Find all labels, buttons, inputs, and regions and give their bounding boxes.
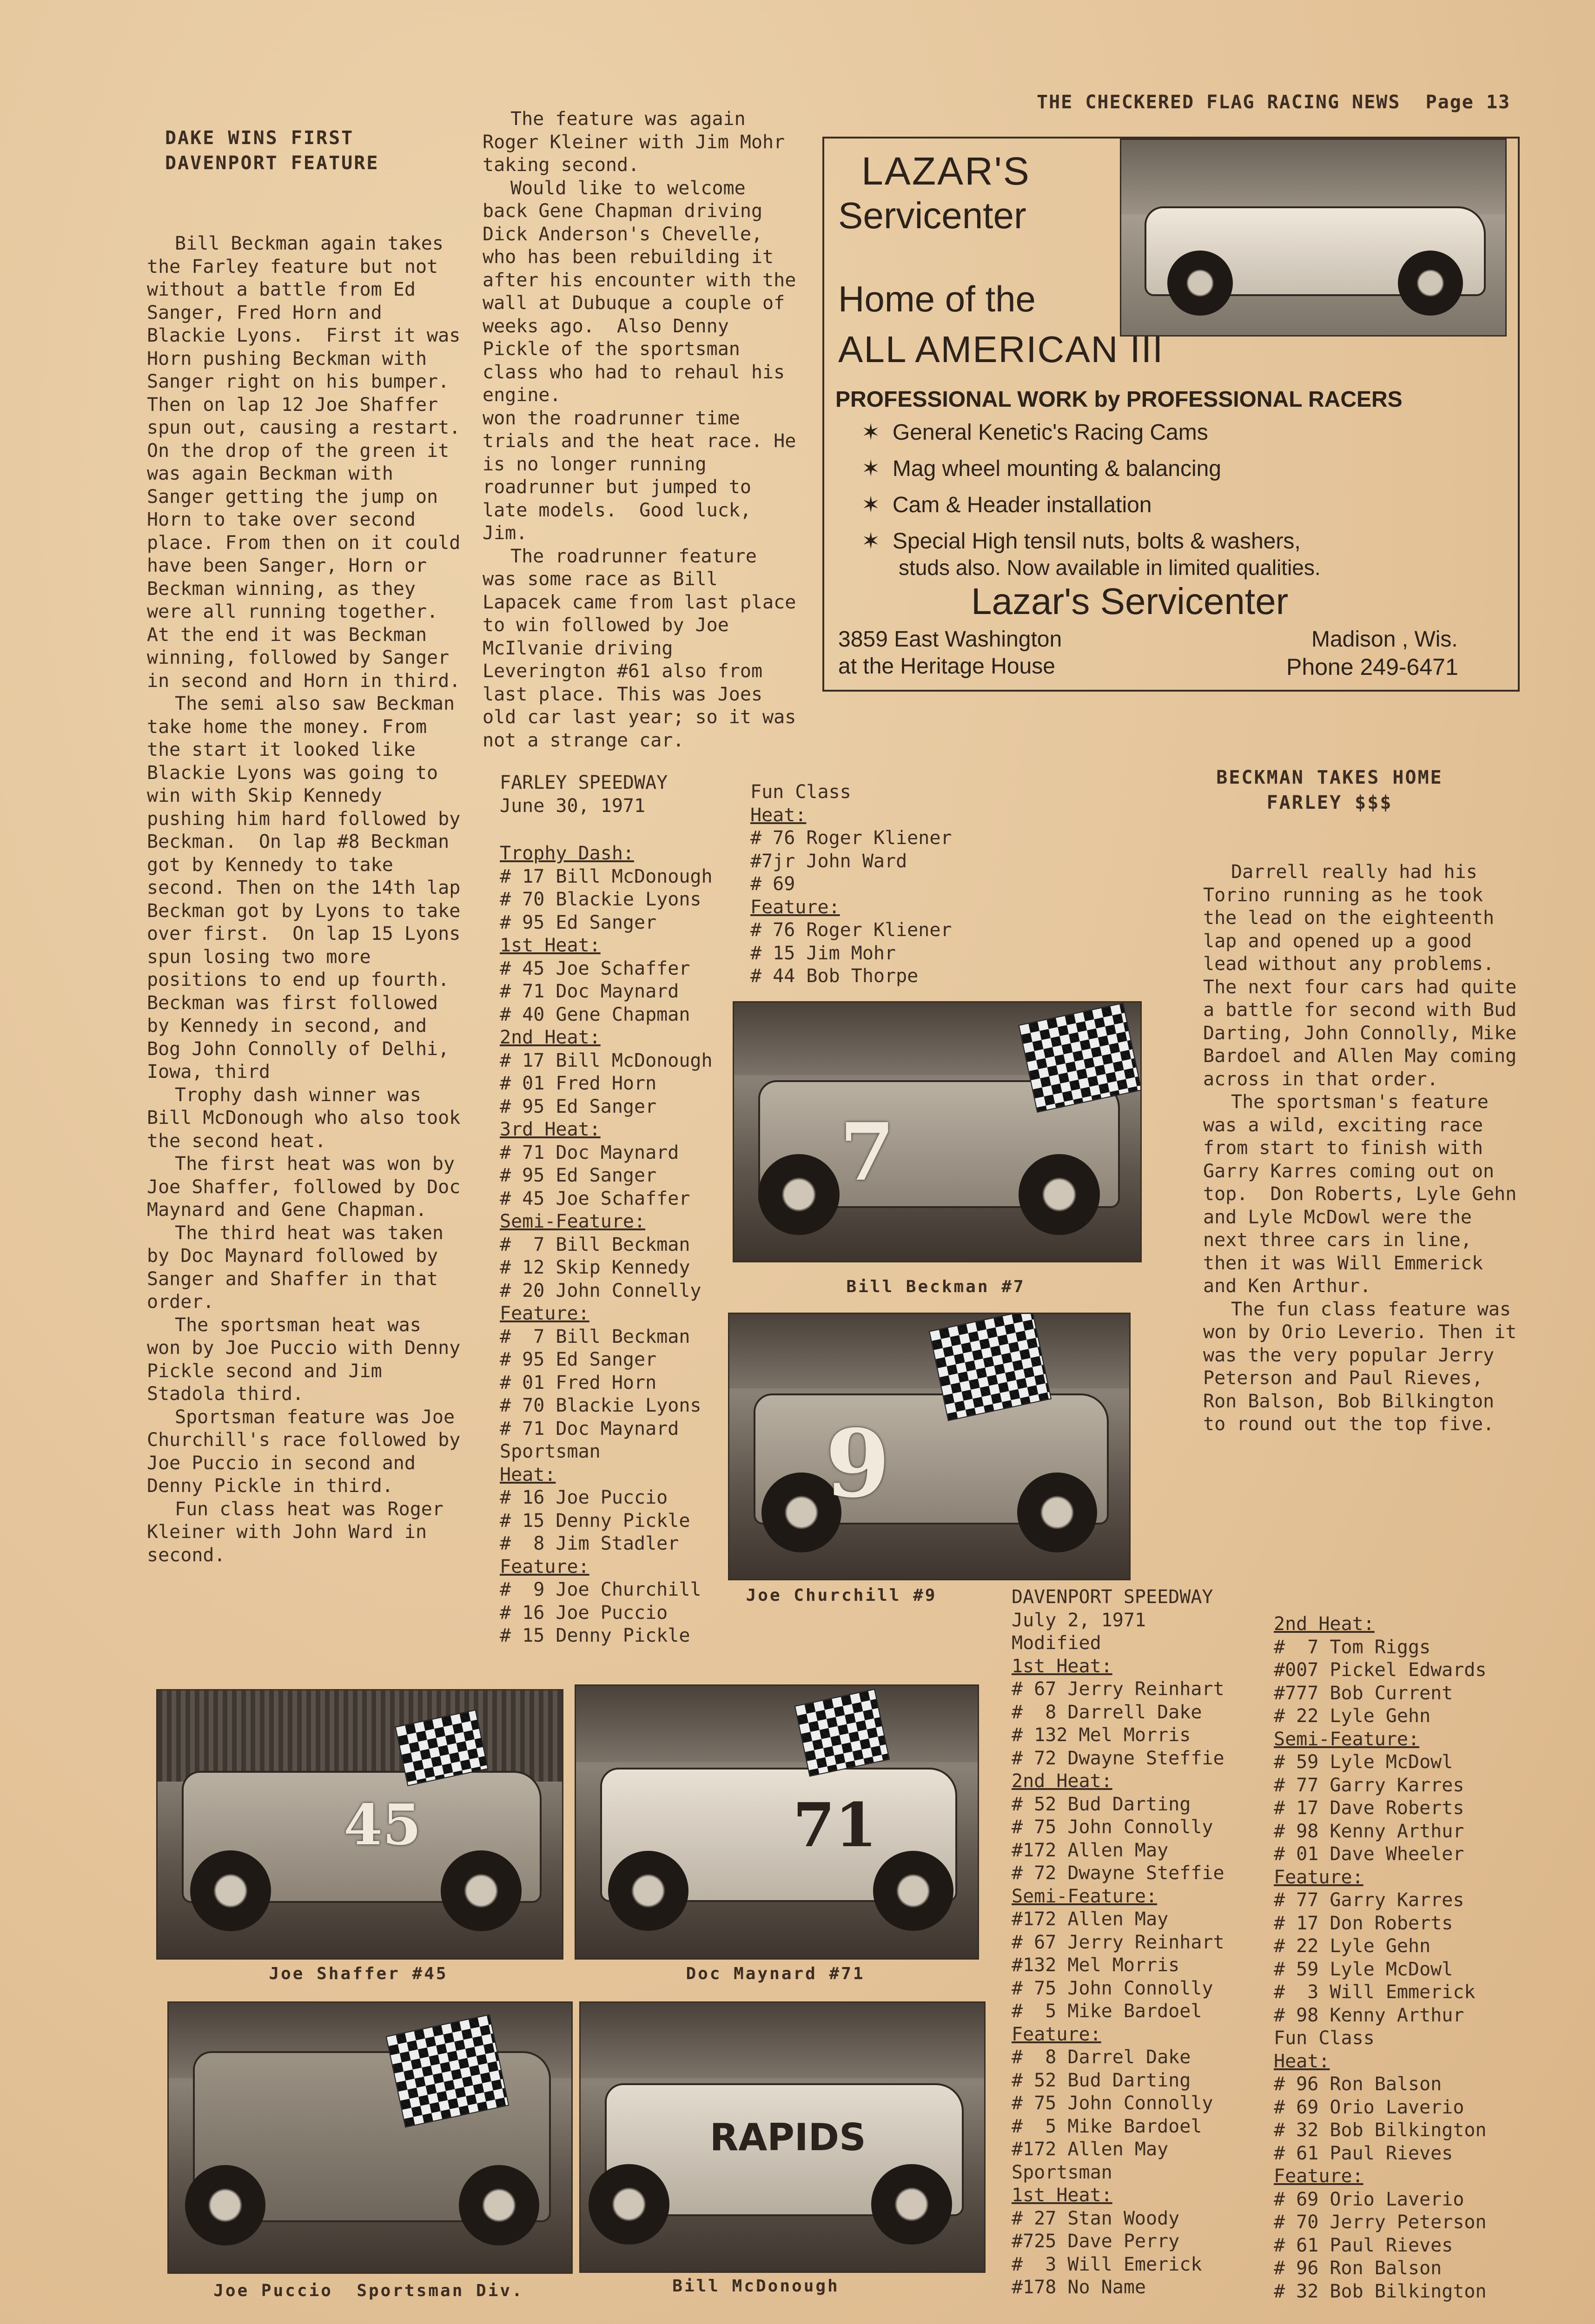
article-paragraph: Would like to welcome back Gene Chapman driving Dick Anderson's Chevelle, who has been rebuilding it after his encounter with the wall at Dubuque a couple of weeks ago. Also Denny Pickle of the sportsman class who had to rehaul his engine. bbox=[483, 177, 807, 406]
results-line: Sportsman bbox=[1012, 2161, 1112, 2183]
lazars-advertisement bbox=[822, 137, 1520, 692]
article-paragraph: Trophy dash winner was Bill McDonough who also took the second heat. bbox=[147, 1084, 472, 1152]
article1-column1 bbox=[147, 232, 483, 1567]
results-line: # 71 Doc Maynard bbox=[500, 1418, 679, 1439]
results-line: # 76 Roger Kliener bbox=[750, 827, 952, 849]
results-line: # 77 Garry Karres bbox=[1274, 1889, 1464, 1911]
caption-maynard: Doc Maynard #71 bbox=[686, 1964, 865, 1983]
results-line: # 75 John Connolly bbox=[1012, 2093, 1213, 2114]
results-heading: 1st Heat: bbox=[500, 935, 601, 956]
article-paragraph: won the roadrunner time trials and the heat race. He is no longer running roadrunner but jumped to late models. Good luck, Jim. bbox=[483, 407, 807, 544]
results-line: #007 Pickel Edwards bbox=[1274, 1659, 1487, 1681]
results-line: # 15 Jim Mohr bbox=[750, 942, 896, 964]
results-line: # 59 Lyle McDowl bbox=[1274, 1958, 1453, 1980]
photo-joe-churchill: 9 bbox=[728, 1313, 1131, 1580]
farley-results bbox=[500, 842, 713, 1648]
davenport-results bbox=[1012, 1586, 1224, 2299]
photo-bill-mcdonough: RAPIDS bbox=[579, 2001, 986, 2273]
results-line: # 17 Don Roberts bbox=[1274, 1912, 1453, 1934]
results-line: # 32 Bob Bilkington bbox=[1274, 2280, 1487, 2302]
results-line: #178 No Name bbox=[1012, 2277, 1146, 2298]
ad-address2: at the Heritage House bbox=[838, 654, 1055, 679]
results-line: # 98 Kenny Arthur bbox=[1274, 2004, 1464, 2026]
funclass-results bbox=[750, 781, 952, 988]
results-line: #172 Allen May bbox=[1012, 2139, 1169, 2160]
article-paragraph: Fun class heat was Roger Kleiner with John Ward in second. bbox=[147, 1498, 455, 1566]
results-line: # 67 Jerry Reinhart bbox=[1012, 1678, 1224, 1700]
ad-phone: Phone 249-6471 bbox=[1286, 654, 1458, 680]
article-paragraph: The semi also saw Beckman take home the money. From the start it looked like Blackie Lyons was going to win with Skip Kennedy pushing him hard followed by Beckman. On lap #8 Beckman got by Kennedy to take second. Then on the 14th lap Beckman got by Lyons to take over first. On lap 15 Lyons spun losing two more positions to end up fourth. Beckman was first followed by Kennedy in second, and Bog John Connolly of Delhi, Iowa, third bbox=[147, 693, 472, 1083]
results-line: # 01 Dave Wheeler bbox=[1274, 1843, 1464, 1865]
results-line: # 7 Bill Beckman bbox=[500, 1326, 690, 1347]
results-heading: 2nd Heat: bbox=[500, 1027, 601, 1048]
results-line: # 96 Ron Balson bbox=[1274, 2073, 1442, 2095]
results-line: # 61 Paul Rieves bbox=[1274, 2234, 1453, 2256]
article-paragraph: The first heat was won by Joe Shaffer, followed by Doc Maynard and Gene Chapman. bbox=[147, 1153, 472, 1221]
results-line: # 59 Lyle McDowl bbox=[1274, 1751, 1453, 1773]
results-heading: 3rd Heat: bbox=[500, 1119, 601, 1140]
results-heading: Feature: bbox=[1274, 1866, 1363, 1888]
results-line: # 3 Will Emmerick bbox=[1274, 1981, 1476, 2003]
results-line: # 72 Dwayne Steffie bbox=[1012, 1747, 1224, 1769]
results-line: # 71 Doc Maynard bbox=[500, 1142, 679, 1163]
caption-puccio: Joe Puccio Sportsman Div. bbox=[213, 2281, 524, 2300]
results-heading: Feature: bbox=[1012, 2023, 1101, 2045]
results-line: # 52 Bud Darting bbox=[1012, 1793, 1191, 1815]
results-line: #132 Mel Morris bbox=[1012, 1954, 1180, 1976]
results-heading: Trophy Dash: bbox=[500, 843, 634, 864]
results-heading: Feature: bbox=[500, 1303, 589, 1324]
results-line: # 75 John Connolly bbox=[1012, 1816, 1213, 1838]
results-line: #172 Allen May bbox=[1012, 1908, 1169, 1930]
results-line: # 22 Lyle Gehn bbox=[1274, 1935, 1431, 1957]
article-paragraph: The fun class feature was won by Orio Leverio. Then it was the very popular Jerry Peterson and Paul Rieves, Ron Balson, Bob Bilkington to round out the top five. bbox=[1203, 1298, 1528, 1435]
results-heading: Heat: bbox=[1274, 2050, 1330, 2072]
results-line: #7jr John Ward bbox=[750, 850, 907, 872]
results-line: Sportsman bbox=[500, 1441, 601, 1462]
results-line: # 69 Orio Laverio bbox=[1274, 2096, 1464, 2118]
farley-speedway-title: FARLEY SPEEDWAY June 30, 1971 bbox=[500, 772, 668, 817]
results-line: # 8 Darrel Dake bbox=[1012, 2047, 1191, 2068]
results-heading: Heat: bbox=[500, 1464, 556, 1486]
results-line: July 2, 1971 bbox=[1012, 1609, 1146, 1631]
results-line: # 52 Bud Darting bbox=[1012, 2069, 1191, 2091]
results-line: # 01 Fred Horn bbox=[500, 1372, 657, 1393]
results-line: # 12 Skip Kennedy bbox=[500, 1257, 690, 1278]
photo-joe-puccio bbox=[167, 2001, 573, 2274]
results-line: # 67 Jerry Reinhart bbox=[1012, 1931, 1224, 1953]
photo-doc-maynard: 71 bbox=[575, 1684, 979, 1960]
results-line: # 72 Dwayne Steffie bbox=[1012, 1862, 1224, 1884]
results-line: # 45 Joe Schaffer bbox=[500, 957, 690, 979]
ad-car-photo bbox=[1120, 139, 1507, 337]
article1-headline: DAKE WINS FIRST DAVENPORT FEATURE bbox=[165, 127, 379, 174]
results-line: # 95 Ed Sanger bbox=[500, 1165, 657, 1186]
ad-tagline1: Home of the bbox=[838, 278, 1036, 319]
results-line: # 8 Jim Stadler bbox=[500, 1533, 679, 1554]
results-line: #725 Dave Perry bbox=[1012, 2231, 1180, 2252]
results-line: # 5 Mike Bardoel bbox=[1012, 2115, 1202, 2137]
results-line: # 5 Mike Bardoel bbox=[1012, 2000, 1202, 2022]
results-heading: Semi-Feature: bbox=[1274, 1728, 1420, 1750]
results-line: # 69 Orio Laverio bbox=[1274, 2188, 1464, 2210]
article-paragraph: The sportsman's feature was a wild, exciting race from start to finish with Garry Karres coming out on top. Don Roberts, Lyle Gehn and Lyle McDowl were the next three cars in line, then it was Will Emmerick and Ken Arthur. bbox=[1203, 1091, 1528, 1297]
results-line: # 20 John Connelly bbox=[500, 1280, 702, 1301]
article-paragraph: Bill Beckman again takes the Farley feature but not without a battle from Ed Sanger, Fred Horn and Blackie Lyons. First it was Horn pushing Beckman with Sanger right on his bumper. Then on lap 12 Joe Shaffer spun out, causing a restart. On the drop of the green it was again Beckman with Sanger getting the jump on Horn to take over second place. From then on it could have been Sanger, Horn or Beckman winning, as they were all running together. At the end it was Beckman winning, followed by Sanger in second and Horn in third. bbox=[147, 233, 483, 692]
results-line: # 70 Jerry Peterson bbox=[1274, 2212, 1487, 2233]
results-line: # 44 Bob Thorpe bbox=[750, 965, 919, 987]
article-paragraph: The roadrunner feature was some race as Bill Lapacek came from last place to win followed by Joe McIlvanie driving Leverington #61 also from last place. This was Joes old car last year; so it was not a strange car. bbox=[483, 545, 807, 751]
photo-joe-shaffer: 45 bbox=[156, 1689, 563, 1960]
results-line: # 17 Bill McDonough bbox=[500, 1050, 713, 1071]
results-line: # 9 Joe Churchill bbox=[500, 1579, 702, 1600]
caption-beckman: Bill Beckman #7 bbox=[846, 1277, 1026, 1296]
results-line: # 16 Joe Puccio bbox=[500, 1602, 668, 1624]
results-heading: 2nd Heat: bbox=[1012, 1770, 1112, 1792]
article2-headline: BECKMAN TAKES HOME FARLEY $$$ bbox=[1216, 767, 1443, 813]
results-line: # 45 Joe Schaffer bbox=[500, 1188, 690, 1209]
results-heading: 1st Heat: bbox=[1012, 2185, 1112, 2206]
ad-footer-name: Lazar's Servicenter bbox=[971, 581, 1289, 622]
ad-name2: Servicenter bbox=[838, 195, 1026, 236]
results-line: # 7 Bill Beckman bbox=[500, 1234, 690, 1255]
results-line: # 22 Lyle Gehn bbox=[1274, 1705, 1431, 1727]
ad-bullet-continued: studs also. Now available in limited qualities. bbox=[899, 555, 1321, 580]
results-heading: 2nd Heat: bbox=[1274, 1613, 1375, 1635]
ad-tagline2: ALL AMERICAN III bbox=[838, 329, 1164, 370]
results-line: # 76 Roger Kliener bbox=[750, 919, 952, 941]
ad-bullet: ✶ Mag wheel mounting & balancing bbox=[861, 456, 1221, 481]
results-line: # 15 Denny Pickle bbox=[500, 1510, 690, 1532]
results-heading: Heat: bbox=[750, 804, 807, 826]
results-line: # 17 Bill McDonough bbox=[500, 865, 713, 887]
article-paragraph: The third heat was taken by Doc Maynard followed by Sanger and Shaffer in that order. bbox=[147, 1222, 455, 1313]
results-line: # 95 Ed Sanger bbox=[500, 1096, 657, 1117]
results-line: # 70 Blackie Lyons bbox=[500, 1395, 702, 1416]
photo-bill-beckman: 7 bbox=[733, 1001, 1142, 1262]
results-line: # 95 Ed Sanger bbox=[500, 911, 657, 933]
ad-address1: 3859 East Washington bbox=[838, 627, 1062, 652]
results-heading: Feature: bbox=[500, 1556, 589, 1578]
caption-churchill: Joe Churchill #9 bbox=[746, 1586, 937, 1605]
page-number: Page 13 bbox=[1425, 92, 1511, 113]
results-line: # 75 John Connolly bbox=[1012, 1977, 1213, 1999]
ad-bullet: ✶ Special High tensil nuts, bolts & washers, bbox=[861, 529, 1301, 554]
ad-city: Madison , Wis. bbox=[1311, 627, 1458, 652]
star-icon: ✶ bbox=[861, 493, 880, 517]
results-line: Fun Class bbox=[1274, 2027, 1375, 2049]
results-heading: Feature: bbox=[750, 896, 840, 918]
results-line: # 32 Bob Bilkington bbox=[1274, 2119, 1487, 2141]
ad-bullet: ✶ Cam & Header installation bbox=[861, 493, 1152, 517]
results-line: # 96 Ron Balson bbox=[1274, 2258, 1442, 2279]
results-line: # 15 Denny Pickle bbox=[500, 1625, 690, 1646]
running-header bbox=[1037, 91, 1510, 114]
results-line: DAVENPORT SPEEDWAY bbox=[1012, 1586, 1213, 1608]
star-icon: ✶ bbox=[861, 529, 880, 554]
results-line: # 7 Tom Riggs bbox=[1274, 1636, 1431, 1658]
results-heading: 1st Heat: bbox=[1012, 1655, 1112, 1677]
results-line: # 98 Kenny Arthur bbox=[1274, 1820, 1464, 1842]
results-heading: Semi-Feature: bbox=[500, 1211, 646, 1232]
caption-mcdonough: Bill McDonough bbox=[672, 2277, 840, 2296]
results-line: # 40 Gene Chapman bbox=[500, 1004, 690, 1025]
results-line: # 132 Mel Morris bbox=[1012, 1724, 1191, 1746]
results-line: # 17 Dave Roberts bbox=[1274, 1797, 1464, 1819]
results-line: Modified bbox=[1012, 1632, 1101, 1654]
results-heading: Feature: bbox=[1274, 2166, 1363, 2187]
results-line: # 70 Blackie Lyons bbox=[500, 889, 702, 910]
caption-shaffer: Joe Shaffer #45 bbox=[269, 1964, 448, 1983]
article1-column2 bbox=[483, 108, 807, 752]
article2-body bbox=[1203, 861, 1528, 1436]
results-line: #777 Bob Current bbox=[1274, 1682, 1453, 1704]
article-paragraph: The feature was again Roger Kleiner with Jim Mohr taking second. bbox=[483, 108, 796, 176]
results-line: # 69 bbox=[750, 873, 795, 895]
star-icon: ✶ bbox=[861, 456, 880, 481]
running-title: THE CHECKERED FLAG RACING NEWS bbox=[1037, 92, 1401, 113]
results-line: # 71 Doc Maynard bbox=[500, 981, 679, 1002]
results-line: # 61 Paul Rieves bbox=[1274, 2142, 1453, 2164]
article-paragraph: Darrell really had his Torino running as he took the lead on the eighteenth lap and opened up a good lead without any problems. The next four cars had quite a battle for second with Bud Darting, John Connolly, Mike Bardoel and Allen May coming across in that order. bbox=[1203, 861, 1528, 1090]
ad-name: LAZAR'S bbox=[861, 149, 1031, 193]
star-icon: ✶ bbox=[861, 420, 880, 445]
results-line: Fun Class bbox=[750, 781, 851, 803]
ad-bullet: ✶ General Kenetic's Racing Cams bbox=[861, 420, 1208, 445]
results-line: # 95 Ed Sanger bbox=[500, 1349, 657, 1370]
results-line: # 27 Stan Woody bbox=[1012, 2207, 1180, 2229]
results-line: #172 Allen May bbox=[1012, 1839, 1169, 1861]
results-line: # 3 Will Emerick bbox=[1012, 2253, 1202, 2275]
article-paragraph: The sportsman heat was won by Joe Puccio with Denny Pickle second and Jim Stadola third. bbox=[147, 1314, 472, 1405]
article-paragraph: Sportsman feature was Joe Churchill's race followed by Joe Puccio in second and Denny Pickle in third. bbox=[147, 1406, 472, 1497]
results-line: # 77 Garry Karres bbox=[1274, 1774, 1464, 1796]
results-heading: Semi-Feature: bbox=[1012, 1885, 1158, 1907]
davenport-results-continued bbox=[1274, 1613, 1487, 2303]
results-line: # 8 Darrell Dake bbox=[1012, 1701, 1202, 1723]
ad-slogan: PROFESSIONAL WORK by PROFESSIONAL RACERS bbox=[835, 387, 1403, 412]
results-line: # 16 Joe Puccio bbox=[500, 1487, 668, 1508]
results-line: # 01 Fred Horn bbox=[500, 1073, 657, 1094]
